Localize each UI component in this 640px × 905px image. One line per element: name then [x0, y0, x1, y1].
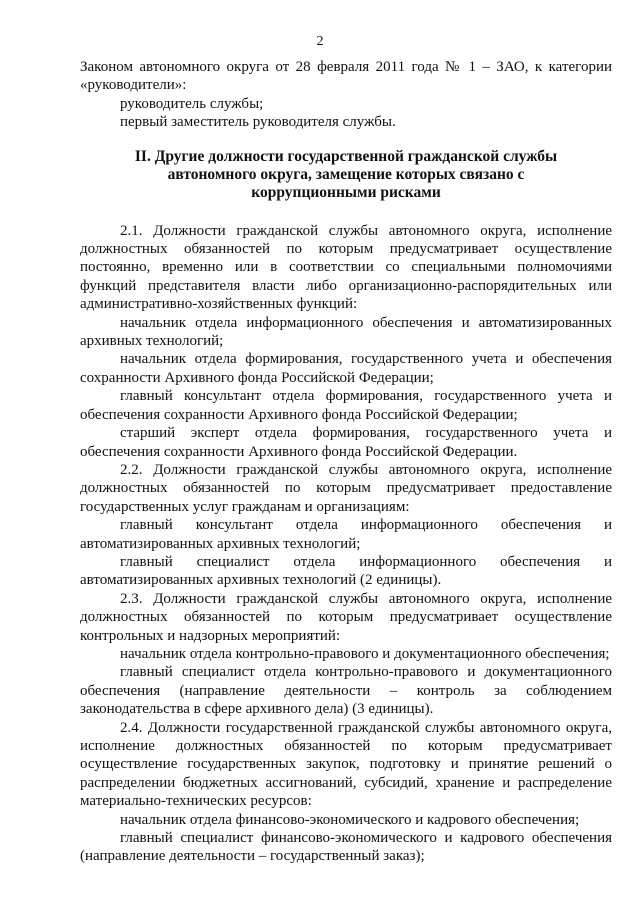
position-item: главный специалист отдела информационного обеспечения и автоматизированных архивных технологий (2 единицы). — [80, 553, 612, 589]
position-item: начальник отдела контрольно-правового и документационного обеспечения; — [120, 645, 610, 662]
position-item: главный консультант отдела формирования, государственного учета и обеспечения сохранности Архивного фонда Российской Федерации; — [80, 388, 612, 423]
intro-item: первый заместитель руководителя службы. — [120, 114, 396, 131]
section-heading — [80, 148, 612, 202]
position-item: главный специалист финансово-экономического и кадрового обеспечения (направление деятельности – государственный заказ); — [80, 830, 612, 865]
intro-item: руководитель службы; — [120, 95, 264, 112]
section-heading-line: автономного округа, замещение которых связано с — [167, 165, 525, 183]
intro-line: Законом автономного округа от 28 февраля 2011 года № 1 – ЗАО, к категории «руководители»: — [80, 59, 612, 94]
position-item: начальник отдела информационного обеспечения и автоматизированных архивных технологий; — [80, 314, 612, 350]
paragraph-2-2: 2.2. Должности гражданской службы автономного округа, исполнение должностных обязанностей по которым предусматривает предоставление государственных услуг гражданам и организациям: — [80, 461, 612, 515]
paragraph-2-3: 2.3. Должности гражданской службы автономного округа, исполнение должностных обязанностей по которым предусматривает осуществление контрольных и надзорных мероприятий: — [80, 590, 612, 644]
section-heading-line: коррупционными рисками — [251, 183, 441, 201]
page-number: 2 — [316, 34, 324, 49]
position-item: главный консультант отдела информационного обеспечения и автоматизированных архивных технологий; — [80, 517, 612, 552]
position-item: старший эксперт отдела формирования, государственного учета и обеспечения сохранности Архивного фонда Российской Федерации. — [80, 425, 612, 460]
position-item: главный специалист отдела контрольно-правового и документационного обеспечения (направление деятельности – контроль за соблюдением законодательства в сфере архивного дела) (3 единицы). — [80, 664, 612, 718]
section-heading-line: II. Другие должности государственной гражданской службы — [134, 147, 558, 165]
position-item: начальник отдела финансово-экономического и кадрового обеспечения; — [120, 811, 580, 828]
paragraph-2-4: 2.4. Должности государственной гражданской службы автономного округа, исполнение должностных обязанностей по которым предусматривает осуществление государственных закупок, подготовку и принятие решений о распределении бюджетных ассигнований, субсидий, хранение и распределение материально-технических ресурсов: — [80, 719, 612, 810]
position-item: начальник отдела формирования, государственного учета и обеспечения сохранности Архивного фонда Российской Федерации; — [80, 351, 612, 386]
document-body — [80, 58, 612, 866]
paragraph-2-1: 2.1. Должности гражданской службы автономного округа, исполнение должностных обязанностей по которым предусматривает осуществление постоянно, временно или в соответствии со специальными полномочиями функций представителя власти либо организационно-распорядительных или административно-хозяйственных функций: — [80, 222, 612, 313]
